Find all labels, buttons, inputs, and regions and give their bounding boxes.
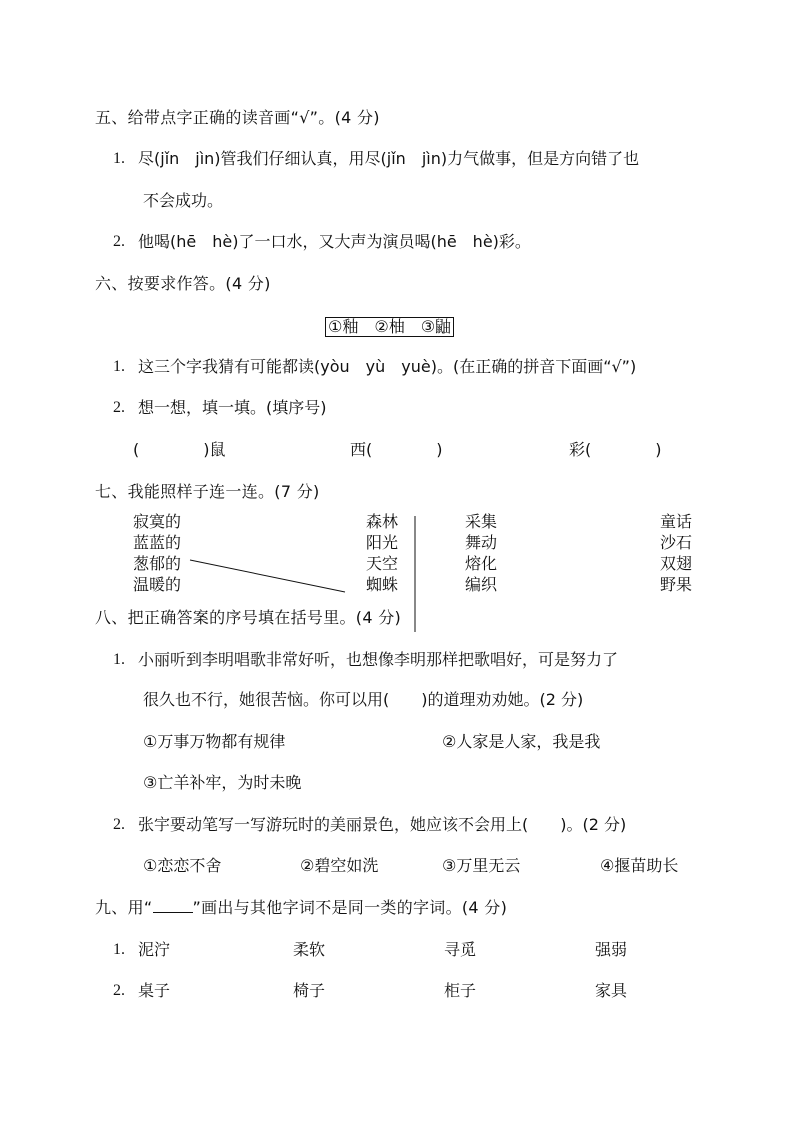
match-col2-item: 阳光 (366, 533, 399, 552)
s9-word[interactable]: 泥泞 (138, 940, 171, 959)
s8-q1-option: ①万事万物都有规律 (143, 732, 286, 751)
section-8-title: 八、把正确答案的序号填在括号里。(4 分) (95, 608, 402, 627)
s8-q1-number: 1. (113, 651, 125, 668)
section-5-title: 五、给带点字正确的读音画“√”。(4 分) (95, 108, 380, 127)
s9-word[interactable]: 寻觅 (444, 940, 477, 959)
match-col1-item: 蓝蓝的 (133, 533, 182, 552)
s8-q1-option: ②人家是人家，我是我 (442, 732, 601, 751)
s8-q2-text: 张宇要动笔写一写游玩时的美丽景色，她应该不会用上( )。(2 分) (138, 815, 627, 834)
fill-blank-2[interactable]: 西( ) (350, 440, 443, 459)
s9-word[interactable]: 桌子 (138, 981, 171, 1000)
s8-q1-option: ③亡羊补牢，为时未晚 (143, 773, 302, 792)
match-col4-item: 双翅 (660, 554, 693, 573)
match-col2-item: 森林 (366, 512, 399, 531)
match-col3-item: 舞动 (465, 533, 498, 552)
fill-blank-3[interactable]: 彩( ) (569, 440, 662, 459)
s6-q1-text: 这三个字我猜有可能都读(yòu yù yuè)。(在正确的拼音下面画“√”) (138, 357, 637, 376)
s8-q2-option: ③万里无云 (442, 856, 521, 875)
s9-word[interactable]: 柜子 (444, 981, 477, 1000)
s8-q2-option: ④揠苗助长 (600, 856, 679, 875)
example-connect-line (190, 560, 345, 592)
character-box: ①釉 ②柚 ③鼬 (325, 317, 454, 337)
match-col1-item: 葱郁的 (133, 554, 182, 573)
s5-q1-number: 1. (113, 150, 125, 167)
s9-word[interactable]: 家具 (595, 981, 628, 1000)
section-6-title: 六、按要求作答。(4 分) (95, 274, 271, 293)
match-col3-item: 编织 (465, 575, 498, 594)
match-col4-item: 野果 (660, 575, 693, 594)
s9-word[interactable]: 强弱 (595, 940, 628, 959)
section-7-title: 七、我能照样子连一连。(7 分) (95, 482, 320, 501)
match-col4-item: 童话 (660, 512, 693, 531)
match-col2-item: 蜘蛛 (366, 575, 399, 594)
s8-q1-text-line1: 小丽听到李明唱歌非常好听，也想像李明那样把歌唱好，可是努力了 (138, 650, 619, 669)
s6-q2-text: 想一想，填一填。(填序号) (138, 398, 327, 417)
match-col1-item: 温暖的 (133, 575, 182, 594)
match-col4-item: 沙石 (660, 533, 693, 552)
s9-row-number: 2. (113, 982, 125, 999)
s9-word[interactable]: 椅子 (293, 981, 326, 1000)
fill-blank-1[interactable]: ( )鼠 (133, 440, 226, 459)
section-9-title (95, 898, 507, 918)
section-9-title-prefix: 九、用“ (95, 898, 153, 917)
s9-word[interactable]: 柔软 (293, 940, 326, 959)
s8-q1-text-line2: 很久也不行，她很苦恼。你可以用( )的道理劝劝她。(2 分) (143, 690, 584, 709)
section-9-title-suffix: ”画出与其他字词不是同一类的字词。(4 分) (192, 898, 508, 917)
s5-q1-text-line2: 不会成功。 (143, 191, 224, 210)
s8-q2-number: 2. (113, 816, 125, 833)
s6-q2-number: 2. (113, 399, 125, 416)
s5-q2-number: 2. (113, 233, 125, 250)
match-col3-item: 采集 (465, 512, 498, 531)
s8-q2-option: ①恋恋不舍 (143, 856, 222, 875)
s9-row-number: 1. (113, 941, 125, 958)
match-col1-item: 寂寞的 (133, 512, 182, 531)
s5-q2-text: 他喝(hē hè)了一口水，又大声为演员喝(hē hè)彩。 (138, 232, 531, 251)
underline-sample (153, 898, 193, 913)
s8-q2-option: ②碧空如洗 (300, 856, 379, 875)
s5-q1-text-line1: 尽(jǐn jìn)管我们仔细认真，用尽(jǐn jìn)力气做事，但是方向错了也 (138, 149, 640, 168)
s6-q1-number: 1. (113, 358, 125, 375)
match-col2-item: 天空 (366, 554, 399, 573)
match-col3-item: 熔化 (465, 554, 498, 573)
